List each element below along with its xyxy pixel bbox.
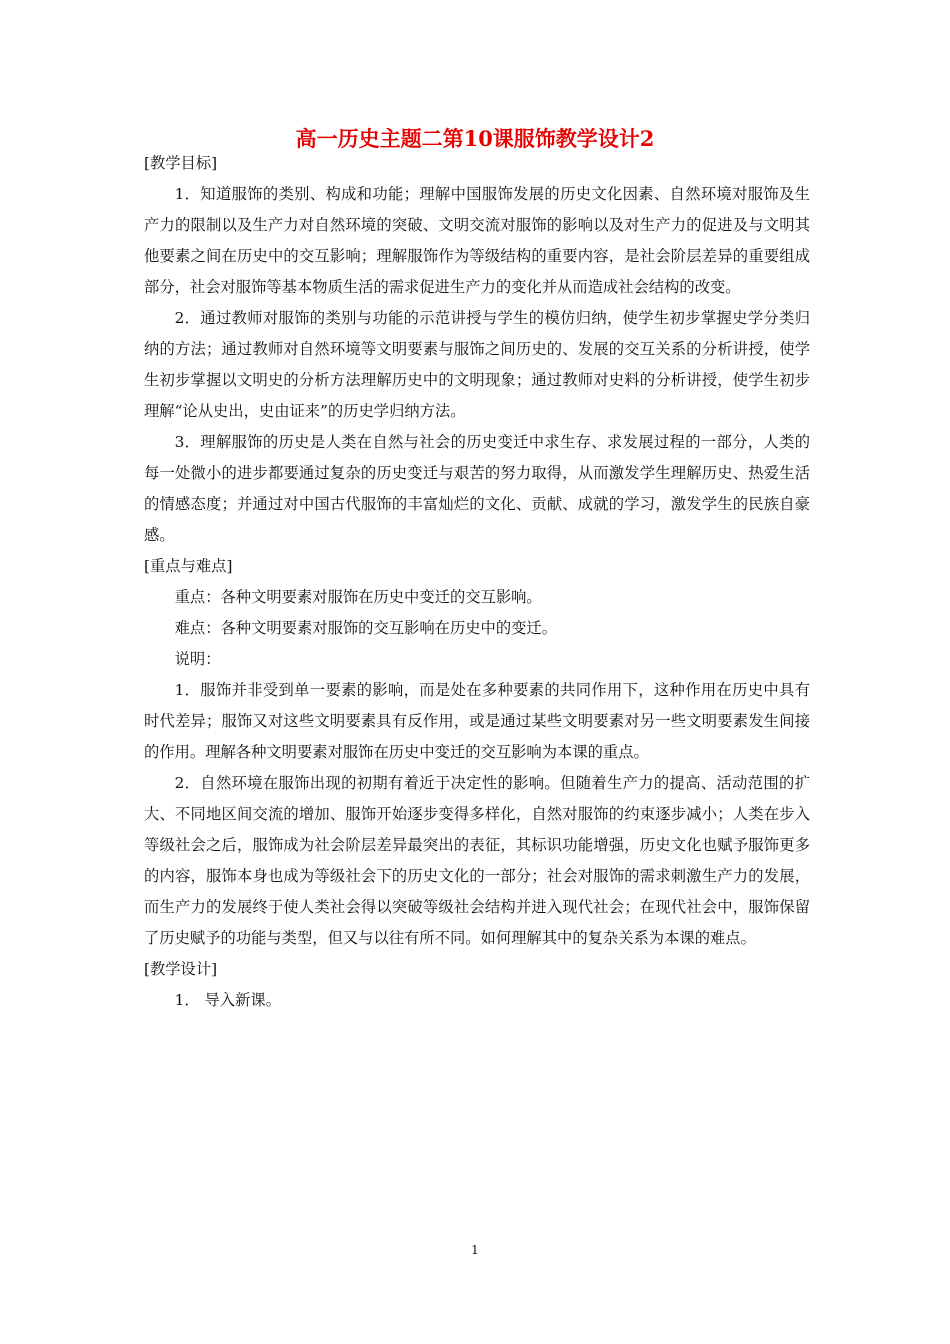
design-heading: [教学设计] bbox=[144, 960, 218, 978]
objective-1: 1．知道服饰的类别、构成和功能；理解中国服饰发展的历史文化因素、自然环境对服饰及生产力的限制以及生产力对自然环境的突破、文明交流对服饰的影响以及对生产力的促进及与文明其他要素之间在历史中的交互影响；理解服饰作为等级结构的重要内容，是社会阶层差异的重要组成部分，社会对服饰等基本物质生活的需求促进生产力的变化并从而造成社会结构的改变。 bbox=[144, 185, 810, 296]
page-number: 1 bbox=[471, 1243, 479, 1257]
difficult-point: 难点：各种文明要素对服饰的交互影响在历史中的变迁。 bbox=[174, 619, 558, 637]
document-body bbox=[144, 148, 810, 1016]
objective-2: 2．通过教师对服饰的类别与功能的示范讲授与学生的模仿归纳，使学生初步掌握史学分类归纳的方法；通过教师对自然环境等文明要素与服饰之间历史的、发展的交互关系的分析讲授，使学生初步掌握以文明史的分析方法理解历史中的文明现象；通过教师对史料的分析讲授，使学生初步理解“论从史出，史由证来”的历史学归纳方法。 bbox=[144, 309, 810, 420]
objectives-heading: [教学目标] bbox=[144, 154, 218, 172]
note-2: 2．自然环境在服饰出现的初期有着近于决定性的影响。但随着生产力的提高、活动范围的扩大、不同地区间交流的增加、服饰开始逐步变得多样化，自然对服饰的约束逐步减小；人类在步入等级社会之后，服饰成为社会阶层差异最突出的表征，其标识功能增强，历史文化也赋予服饰更多的内容，服饰本身也成为等级社会下的历史文化的一部分；社会对服饰的需求刺激生产力的发展，而生产力的发展终于使人类社会得以突破等级社会结构并进入现代社会；在现代社会中，服饰保留了历史赋予的功能与类型，但又与以往有所不同。如何理解其中的复杂关系为本课的难点。 bbox=[144, 774, 810, 947]
document-title: 高一历史主题二第10课服饰教学设计2 bbox=[295, 126, 655, 151]
key-point: 重点：各种文明要素对服饰在历史中变迁的交互影响。 bbox=[174, 588, 542, 606]
objective-3: 3．理解服饰的历史是人类在自然与社会的历史变迁中求生存、求发展过程的一部分，人类的每一处微小的进步都要通过复杂的历史变迁与艰苦的努力取得，从而激发学生理解历史、热爱生活的情感态度；并通过对中国古代服饰的丰富灿烂的文化、贡献、成就的学习，激发学生的民族自豪感。 bbox=[144, 433, 810, 544]
key-difficult-heading: [重点与难点] bbox=[144, 557, 233, 575]
design-step-1: 1． 导入新课。 bbox=[174, 991, 281, 1009]
note-1: 1．服饰并非受到单一要素的影响，而是处在多种要素的共同作用下，这种作用在历史中具有时代差异；服饰又对这些文明要素具有反作用，或是通过某些文明要素对另一些文明要素发生间接的作用。理解各种文明要素对服饰在历史中变迁的交互影响为本课的重点。 bbox=[144, 681, 810, 761]
note-label: 说明： bbox=[174, 650, 221, 668]
